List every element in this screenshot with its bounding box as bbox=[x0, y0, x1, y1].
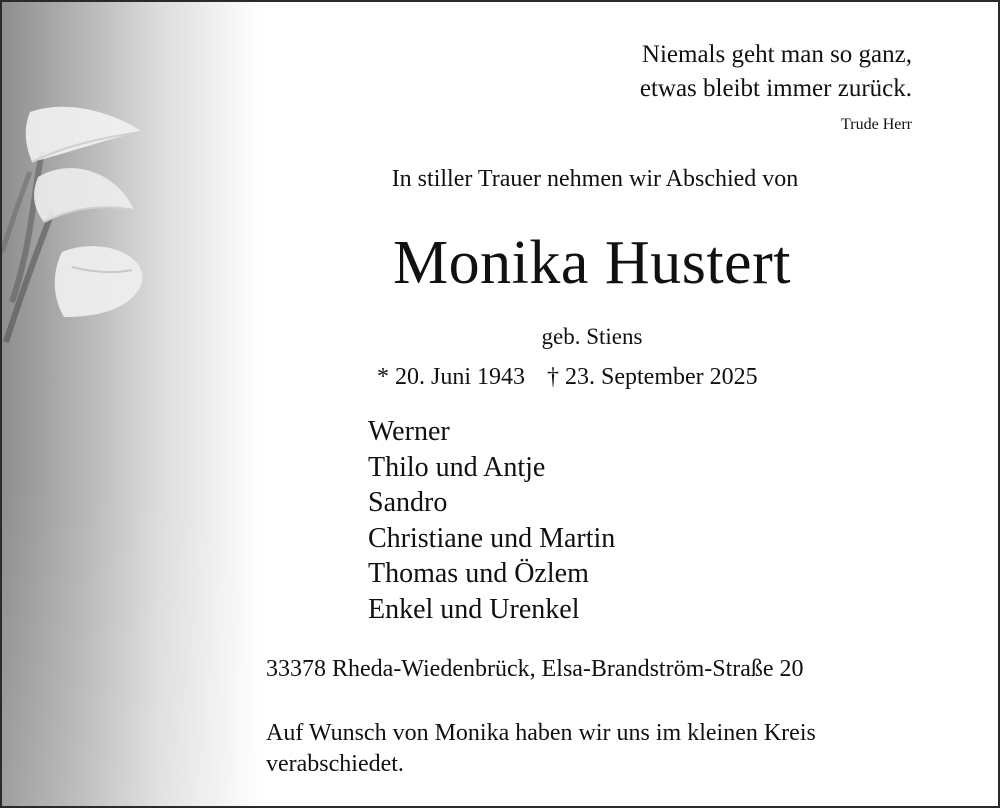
quote-line: Niemals geht man so ganz, bbox=[641, 41, 912, 68]
remark: Auf Wunsch von Monika haben wir uns im kleinen Kreis verabschiedet. bbox=[266, 720, 816, 777]
intro-text: In stiller Trauer nehmen wir Abschied von bbox=[391, 166, 799, 192]
death-date: † 23. September 2025 bbox=[547, 364, 758, 390]
address: 33378 Rheda-Wiedenbrück, Elsa-Brandström-Straße 20 bbox=[266, 656, 804, 682]
birth-name: geb. Stiens bbox=[541, 324, 643, 349]
mourners-list bbox=[368, 414, 615, 627]
mourner-item: Thilo und Antje bbox=[368, 451, 546, 483]
birth-date: * 20. Juni 1943 bbox=[377, 364, 526, 390]
mourner-item: Christiane und Martin bbox=[368, 522, 616, 554]
life-dates bbox=[377, 364, 780, 391]
mourner-item: Thomas und Özlem bbox=[368, 558, 589, 589]
calla-lily-illustration bbox=[2, 2, 262, 806]
calla-lily-icon bbox=[2, 92, 162, 352]
quote-author: Trude Herr bbox=[841, 116, 912, 133]
quote bbox=[640, 38, 912, 106]
quote-line: etwas bleibt immer zurück. bbox=[639, 75, 912, 102]
mourner-item: Werner bbox=[368, 416, 450, 447]
mourner-item: Enkel und Urenkel bbox=[368, 593, 580, 625]
deceased-name: Monika Hustert bbox=[393, 229, 791, 297]
mourner-item: Sandro bbox=[368, 487, 448, 518]
